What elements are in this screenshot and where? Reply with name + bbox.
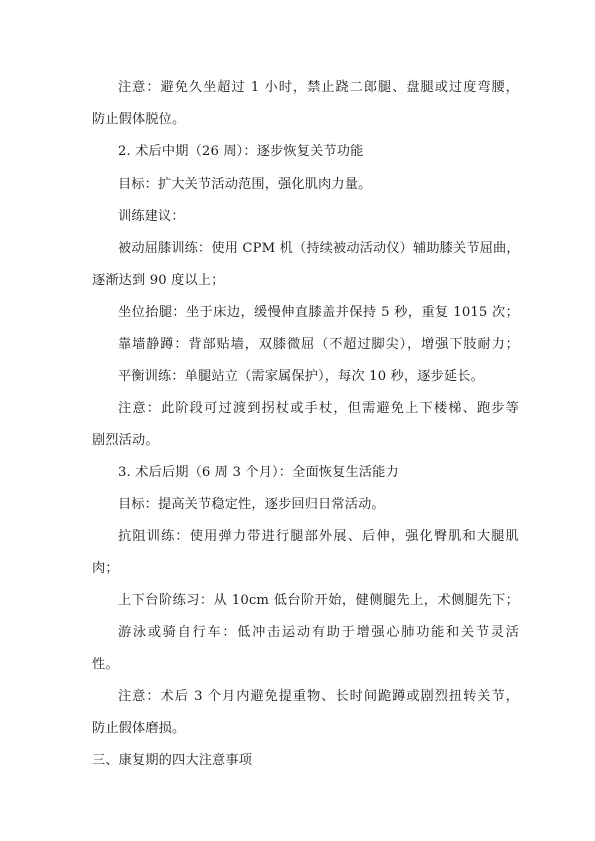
text-line: 目标：扩大关节活动范围，强化肌肉力量。 <box>118 177 372 192</box>
text-line: 上下台阶练习：从 10cm 低台阶开始，健侧腿先上，术侧腿先下； <box>118 593 519 608</box>
section-heading: 3. 术后后期（6 周 3 个月）：全面恢复生活能力 <box>118 465 399 480</box>
chapter-heading: 三、康复期的四大注意事项 <box>92 753 253 768</box>
text-line: 注意：此阶段可过渡到拐杖或手杖，但需避免上下楼梯、跑步等 <box>118 401 519 416</box>
text-line: 逐渐达到 90 度以上； <box>92 273 225 288</box>
text-line: 剧烈活动。 <box>92 433 159 448</box>
text-line: 坐位抬腿：坐于床边，缓慢伸直膝盖并保持 5 秒，重复 1015 次； <box>118 305 519 320</box>
text-line: 防止假体脱位。 <box>92 112 186 127</box>
text-line: 防止假体磨损。 <box>92 721 186 736</box>
text-line: 游泳或骑自行车：低冲击运动有助于增强心肺功能和关节灵活 <box>118 625 519 640</box>
section-heading: 2. 术后中期（26 周）：逐步恢复关节功能 <box>118 144 364 159</box>
text-line: 训练建议： <box>118 209 185 224</box>
text-line: 靠墙静蹲：背部贴墙，双膝微屈（不超过脚尖），增强下肢耐力； <box>118 337 519 352</box>
text-line: 注意：术后 3 个月内避免提重物、长时间跪蹲或剧烈扭转关节， <box>118 689 519 704</box>
text-line: 注意：避免久坐超过 1 小时，禁止跷二郎腿、盘腿或过度弯腰， <box>118 80 519 95</box>
text-line: 被动屈膝训练：使用 CPM 机（持续被动活动仪）辅助膝关节屈曲， <box>118 241 520 256</box>
text-line: 性。 <box>92 657 119 672</box>
text-line: 抗阻训练：使用弹力带进行腿部外展、后伸，强化臀肌和大腿肌 <box>118 529 519 544</box>
text-line: 肉； <box>92 561 119 576</box>
text-line: 目标：提高关节稳定性，逐步回归日常活动。 <box>118 497 385 512</box>
text-line: 平衡训练：单腿站立（需家属保护），每次 10 秒，逐步延长。 <box>118 369 484 384</box>
